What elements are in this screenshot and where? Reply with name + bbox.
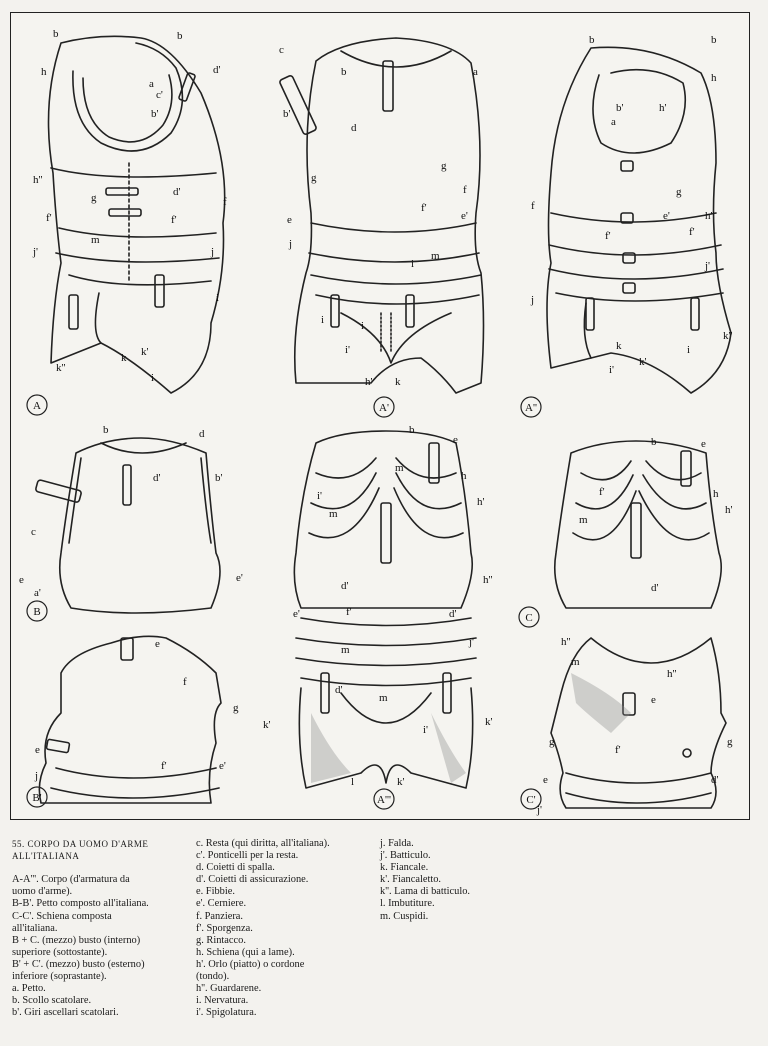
- drawing-b-prime: [39, 636, 221, 803]
- figure-label: C: [525, 612, 533, 624]
- part-letter: g: [311, 172, 317, 184]
- caption-line: 55. CORPO DA UOMO D'ARME: [12, 839, 149, 849]
- part-letter: i': [423, 724, 429, 736]
- part-letter: j': [537, 804, 543, 816]
- part-letter: g: [91, 192, 97, 204]
- drawing-b: [35, 438, 220, 613]
- part-letter: b': [151, 108, 159, 120]
- part-letter: e: [19, 574, 24, 586]
- part-letter: m: [579, 514, 588, 526]
- part-letter: h': [725, 504, 733, 516]
- part-letters: [19, 28, 733, 816]
- part-letter: a: [611, 116, 616, 128]
- caption-line: c. Resta (qui diritta, all'italiana).: [196, 838, 330, 849]
- caption-line: k'. Fiancaletto.: [380, 874, 442, 886]
- caption-line: inferiore (soprastante).: [12, 971, 107, 983]
- part-letter: e: [155, 638, 160, 650]
- caption-line: C-C'. Schiena composta: [12, 910, 112, 922]
- caption-line: b. Scollo scatolare.: [12, 995, 92, 1007]
- part-letter: b: [409, 424, 415, 436]
- caption-line: f'. Sporgenza.: [196, 922, 253, 934]
- part-letter: h: [713, 488, 719, 500]
- part-letter: i: [411, 258, 415, 270]
- caption-column-3: [380, 838, 530, 923]
- part-letter: f': [171, 214, 177, 226]
- armor-drawings: [11, 13, 751, 821]
- part-letter: f: [183, 676, 187, 688]
- caption-line: superiore (sottostante).: [12, 946, 108, 958]
- caption-line: [12, 862, 190, 874]
- part-letter: h'': [561, 636, 571, 648]
- part-letter: i: [361, 320, 365, 332]
- part-letter: c': [156, 89, 163, 101]
- part-letter: d': [711, 774, 719, 786]
- part-letter: h': [477, 496, 485, 508]
- part-letter: i: [216, 292, 220, 304]
- caption-line: (tondo).: [196, 971, 230, 983]
- part-letter: j': [705, 260, 711, 272]
- part-letter: f: [223, 196, 227, 208]
- part-letter: e: [651, 694, 656, 706]
- caption-line: i'. Spigolatura.: [196, 1007, 257, 1019]
- part-letter: h: [41, 66, 47, 78]
- part-letter: k': [141, 346, 149, 358]
- part-letter: f': [346, 606, 352, 618]
- caption-line: B-B'. Petto composto all'italiana.: [12, 898, 149, 910]
- caption-line: a. Petto.: [12, 983, 46, 995]
- part-letter: h'': [483, 574, 493, 586]
- part-letter: i': [609, 364, 615, 376]
- caption-column-1: [12, 838, 190, 1019]
- part-letter: e: [35, 744, 40, 756]
- part-letter: e: [701, 438, 706, 450]
- part-letter: g: [727, 736, 733, 748]
- part-letter: e': [293, 608, 300, 620]
- part-letter: d: [351, 122, 357, 134]
- caption-line: h''. Guardarene.: [196, 983, 262, 995]
- part-letter: k': [263, 719, 271, 731]
- part-letter: j: [289, 238, 293, 250]
- figure-label: A': [379, 402, 389, 414]
- part-letter: b: [341, 66, 347, 78]
- part-letter: i: [321, 314, 325, 326]
- part-letter: e': [461, 210, 468, 222]
- part-letter: d': [153, 472, 161, 484]
- part-letter: f: [531, 200, 535, 212]
- part-letter: k'': [723, 330, 733, 342]
- part-letter: i': [317, 490, 323, 502]
- part-letter: j: [211, 246, 215, 258]
- part-letter: i': [345, 344, 351, 356]
- caption-line: g. Rintacco.: [196, 934, 246, 946]
- part-letter: j: [35, 770, 39, 782]
- part-letter: b: [53, 28, 59, 40]
- part-letter: b: [589, 34, 595, 46]
- caption-line: all'italiana.: [12, 922, 58, 934]
- caption-line: k''. Lama di batticulo.: [380, 886, 471, 898]
- part-letter: e': [219, 760, 226, 772]
- part-letter: d': [651, 582, 659, 594]
- part-letter: h'': [705, 210, 715, 222]
- part-letter: j: [531, 294, 535, 306]
- part-letter: a: [473, 66, 478, 78]
- part-letter: b': [283, 108, 291, 120]
- part-letter: k: [395, 376, 401, 388]
- part-letter: d: [199, 428, 205, 440]
- caption-line: d. Coietti di spalla.: [196, 862, 275, 874]
- caption-line: B' + C'. (mezzo) busto (esterno): [12, 958, 145, 970]
- caption-line: i. Nervatura.: [196, 995, 249, 1007]
- part-letter: i: [151, 372, 155, 384]
- part-letter: h'': [667, 668, 677, 680]
- figure-label: A'': [525, 402, 537, 414]
- caption-line: h. Schiena (qui a lame).: [196, 946, 295, 958]
- part-letter: b: [711, 34, 717, 46]
- caption-line: e. Fibbie.: [196, 886, 235, 898]
- part-letter: l: [351, 776, 355, 788]
- part-letter: j': [33, 246, 39, 258]
- part-letter: f': [421, 202, 427, 214]
- part-letter: h: [711, 72, 717, 84]
- caption-column-2: [196, 838, 376, 1019]
- part-letter: f': [605, 230, 611, 242]
- part-letter: f': [599, 486, 605, 498]
- part-letter: g: [233, 702, 239, 714]
- part-letter: a: [149, 78, 154, 90]
- caption-line: ALL'ITALIANA: [12, 851, 80, 862]
- caption-line: m. Cuspidi.: [380, 910, 429, 922]
- caption-line: b'. Giri ascellari scatolari.: [12, 1007, 119, 1019]
- caption-line: d'. Coietti di assicurazione.: [196, 874, 309, 886]
- part-letter: m: [431, 250, 440, 262]
- part-letter: g: [676, 186, 682, 198]
- illustration-plate: [10, 12, 750, 820]
- caption-line: c'. Ponticelli per la resta.: [196, 850, 299, 862]
- part-letter: e: [287, 214, 292, 226]
- caption-line: h'. Orlo (piatto) o cordone: [196, 958, 305, 970]
- part-letter: b: [177, 30, 183, 42]
- part-letter: m: [91, 234, 100, 246]
- part-letter: f': [161, 760, 167, 772]
- part-letter: m: [341, 644, 350, 656]
- part-letter: a': [34, 587, 41, 599]
- part-letter: b': [215, 472, 223, 484]
- part-letter: h': [659, 102, 667, 114]
- part-letter: h: [461, 470, 467, 482]
- part-letter: k': [485, 716, 493, 728]
- part-letter: d': [335, 684, 343, 696]
- part-letter: h': [365, 376, 373, 388]
- caption-line: uomo d'arme).: [12, 886, 73, 898]
- part-letter: f': [615, 744, 621, 756]
- figure-label: A''': [377, 794, 391, 806]
- drawing-a-prime: [279, 38, 484, 393]
- part-letter: c: [279, 44, 284, 56]
- caption-line: j'. Batticulo.: [380, 850, 431, 862]
- part-letter: k: [121, 352, 127, 364]
- part-letter: e': [236, 572, 243, 584]
- part-letter: e': [663, 210, 670, 222]
- part-letter: k: [616, 340, 622, 352]
- caption-line: e'. Cerniere.: [196, 898, 247, 910]
- caption-line: f. Panziera.: [196, 910, 244, 922]
- part-letter: c: [31, 526, 36, 538]
- part-letter: b': [616, 102, 624, 114]
- part-letter: k'': [56, 362, 66, 374]
- part-letter: e: [453, 434, 458, 446]
- part-letter: m: [571, 656, 580, 668]
- drawing-a-double-prime: [547, 47, 731, 393]
- part-letter: e: [543, 774, 548, 786]
- part-letter: d': [213, 64, 221, 76]
- part-letter: g: [441, 160, 447, 172]
- part-letter: f: [463, 184, 467, 196]
- drawing-a: [49, 36, 225, 393]
- part-letter: h'': [33, 174, 43, 186]
- part-letter: g: [549, 736, 555, 748]
- caption-line: j. Falda.: [380, 838, 414, 849]
- caption-line: k. Fiancale.: [380, 862, 429, 874]
- part-letter: m: [395, 462, 404, 474]
- part-letter: j': [469, 636, 475, 648]
- part-letter: i: [687, 344, 691, 356]
- part-letter: k': [397, 776, 405, 788]
- part-letter: d': [341, 580, 349, 592]
- part-letter: m: [329, 508, 338, 520]
- part-letter: f': [46, 212, 52, 224]
- part-letter: f': [689, 226, 695, 238]
- part-letter: b: [651, 436, 657, 448]
- figure-label: B': [32, 792, 42, 804]
- part-letter: d': [173, 186, 181, 198]
- caption-line: l. Imbutiture.: [380, 898, 435, 910]
- part-letter: b: [103, 424, 109, 436]
- part-letter: k': [639, 356, 647, 368]
- part-letter: m: [379, 692, 388, 704]
- figure-label: A: [33, 400, 41, 412]
- figure-label: C': [526, 794, 536, 806]
- caption-line: A-A'''. Corpo (d'armatura da: [12, 874, 130, 886]
- caption-line: B + C. (mezzo) busto (interno): [12, 934, 141, 946]
- figure-label: B: [33, 606, 41, 618]
- part-letter: d': [449, 608, 457, 620]
